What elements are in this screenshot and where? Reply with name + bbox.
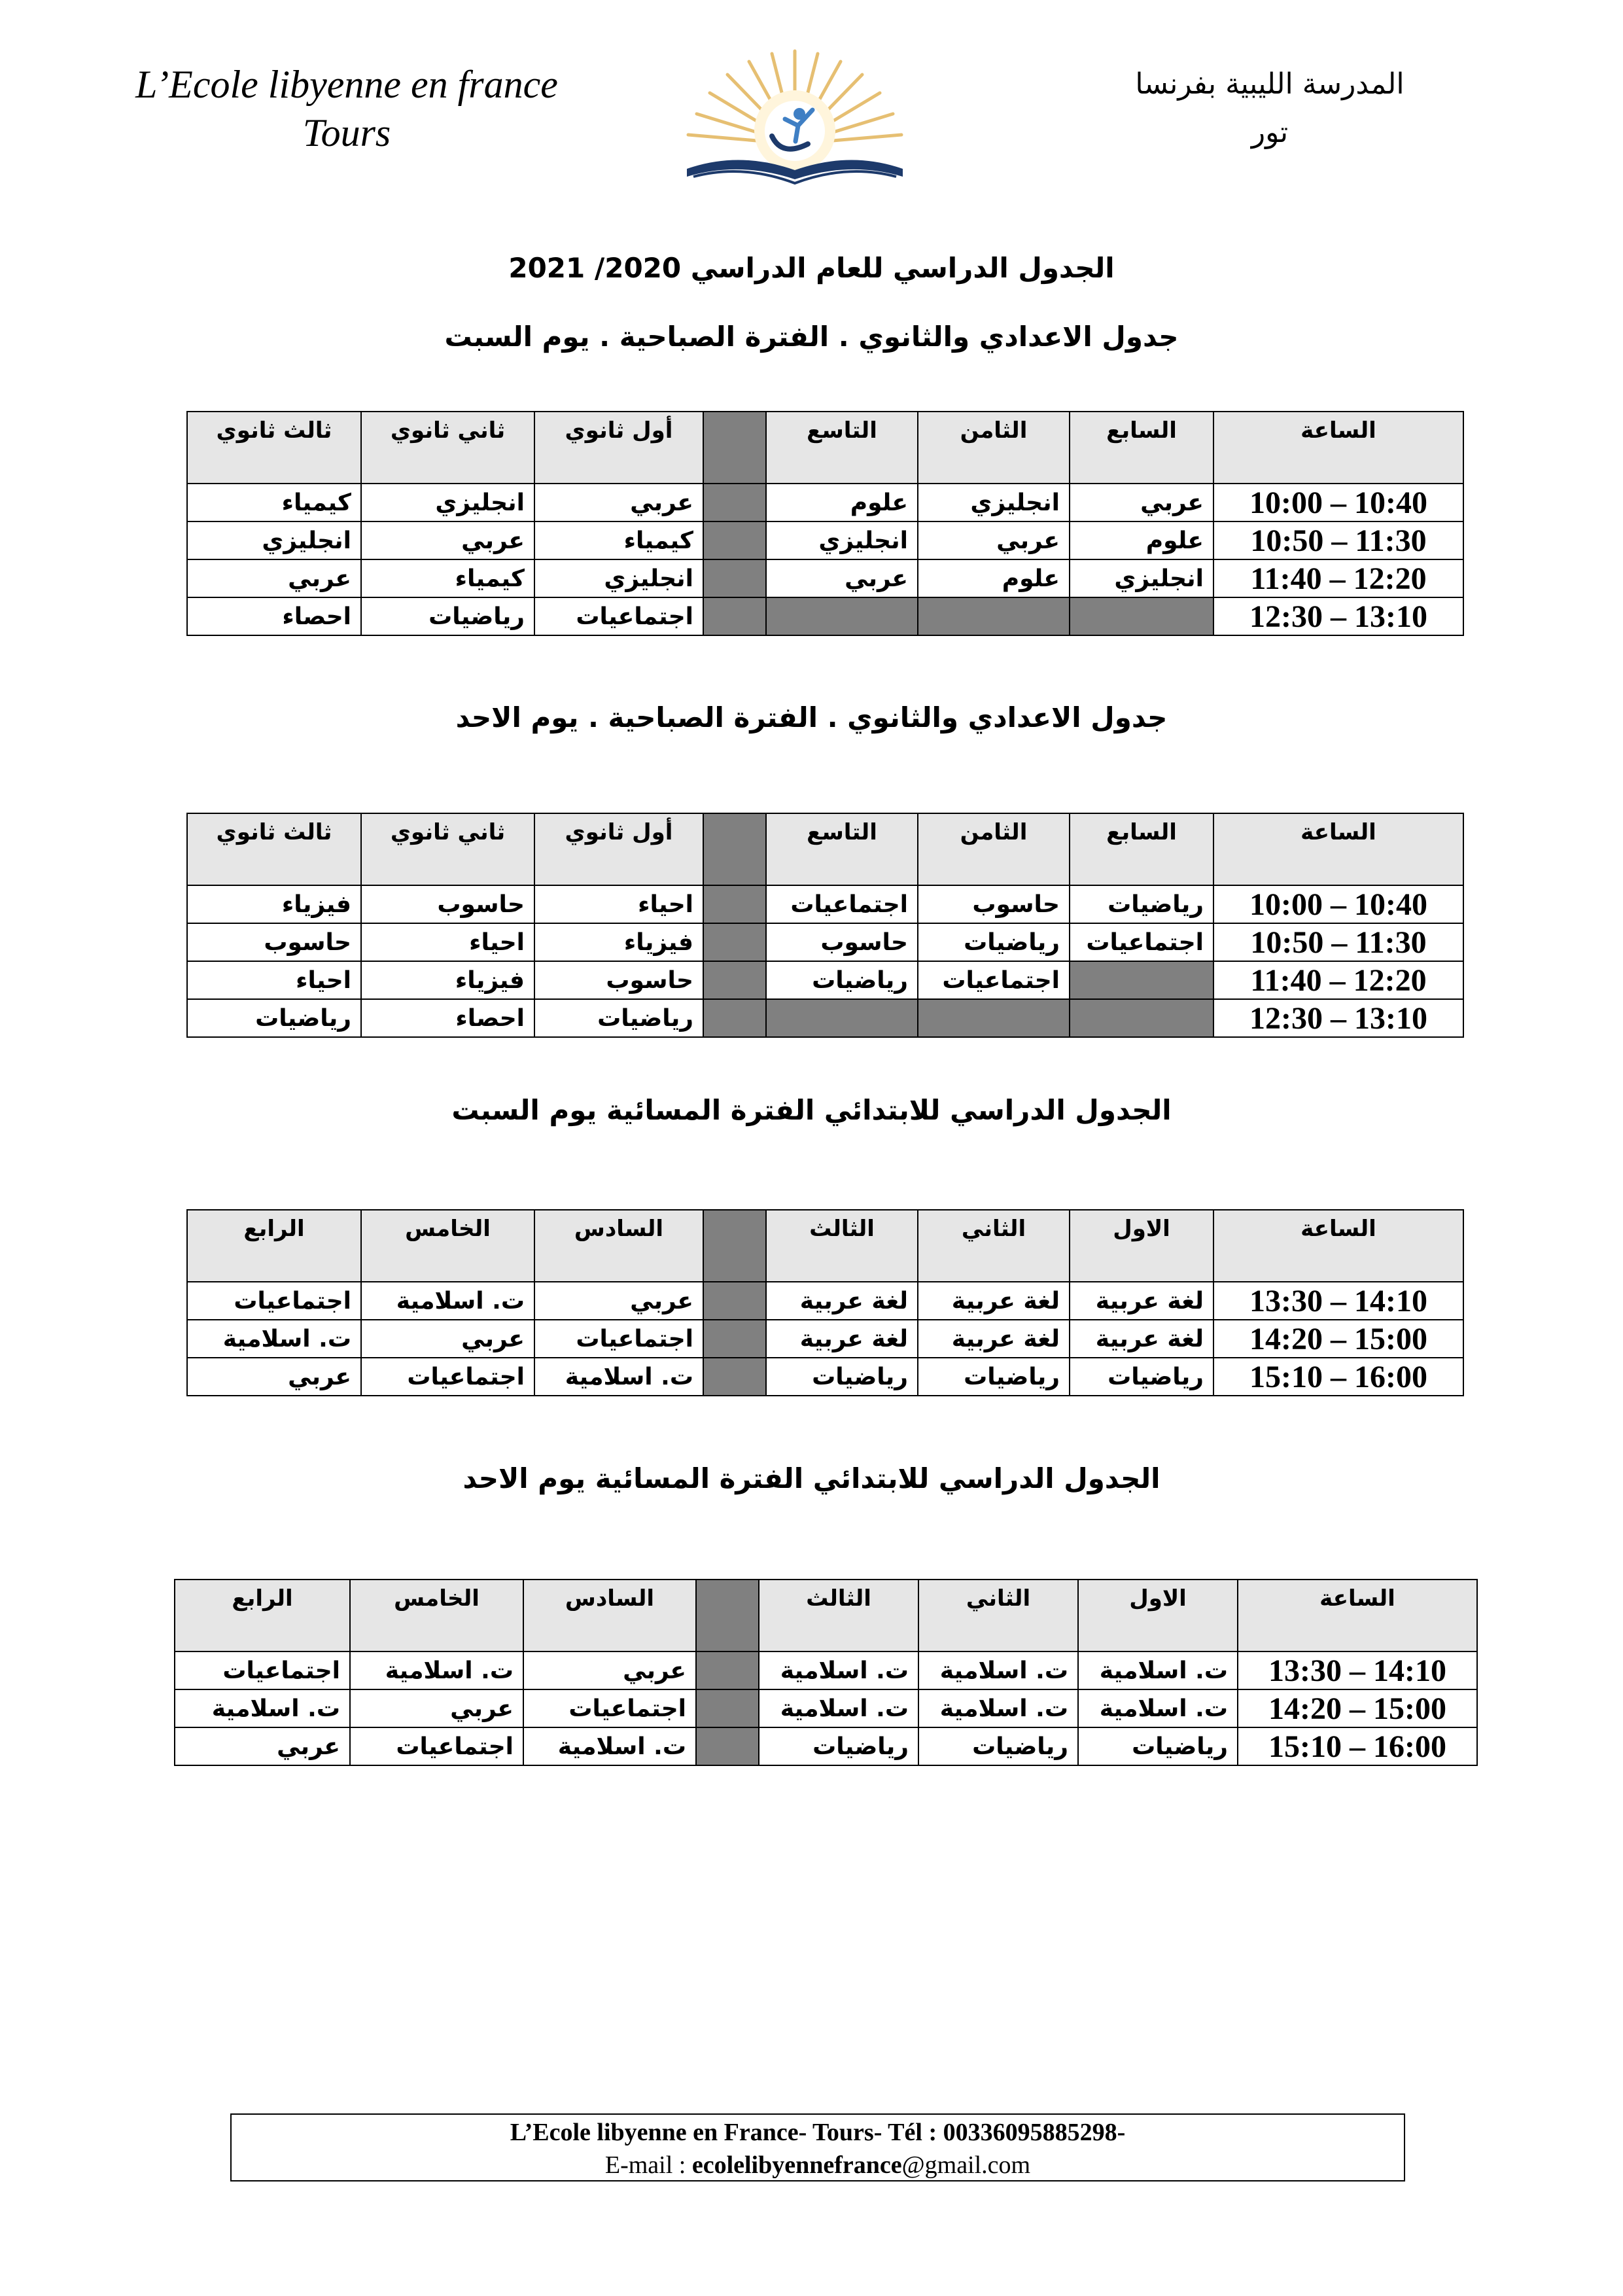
grade-header: ثاني ثانوي bbox=[361, 412, 534, 484]
subject-cell: علوم bbox=[766, 484, 918, 521]
time-cell: 10:50 – 11:30 bbox=[1213, 923, 1463, 961]
subject-cell: ت. اسلامية bbox=[759, 1651, 918, 1689]
subject-cell: اجتماعيات bbox=[534, 597, 703, 635]
table-row bbox=[187, 885, 1463, 923]
separator-cell bbox=[703, 961, 766, 999]
time-cell: 14:20 – 15:00 bbox=[1213, 1320, 1463, 1358]
header-row bbox=[175, 1580, 1477, 1651]
subject-cell: حاسوب bbox=[534, 961, 703, 999]
footer-email-label: E-mail : bbox=[604, 2151, 692, 2179]
subject-cell: رياضيات bbox=[534, 999, 703, 1037]
empty-slot bbox=[1070, 999, 1213, 1037]
grade-header: ثالث ثانوي bbox=[187, 412, 361, 484]
subject-cell: احياء bbox=[534, 885, 703, 923]
subject-cell: رياضيات bbox=[918, 1727, 1078, 1765]
subject-cell: اجتماعيات bbox=[187, 1282, 361, 1320]
subject-cell: ت. اسلامية bbox=[1078, 1689, 1238, 1727]
subject-cell: ت. اسلامية bbox=[1078, 1651, 1238, 1689]
separator-cell bbox=[703, 1210, 766, 1282]
grade-header: الاول bbox=[1078, 1580, 1238, 1651]
subject-cell: لغة عربية bbox=[1070, 1282, 1213, 1320]
table-row bbox=[187, 999, 1463, 1037]
schedule-table bbox=[186, 813, 1464, 1038]
subject-cell: فيزياء bbox=[187, 885, 361, 923]
subject-cell: رياضيات bbox=[918, 923, 1070, 961]
table-row bbox=[175, 1651, 1477, 1689]
subject-cell: عربي bbox=[534, 1282, 703, 1320]
school-logo bbox=[674, 46, 916, 196]
grade-header: السادس bbox=[523, 1580, 696, 1651]
time-cell: 12:30 – 13:10 bbox=[1213, 999, 1463, 1037]
subject-cell: انجليزي bbox=[1070, 559, 1213, 597]
subject-cell: ت. اسلامية bbox=[350, 1651, 523, 1689]
subject-cell: رياضيات bbox=[759, 1727, 918, 1765]
separator-cell bbox=[696, 1689, 759, 1727]
subject-cell: احياء bbox=[361, 923, 534, 961]
grade-header: الخامس bbox=[350, 1580, 523, 1651]
grade-header: الثالث bbox=[766, 1210, 918, 1282]
subject-cell: حاسوب bbox=[766, 923, 918, 961]
header-row bbox=[187, 412, 1463, 484]
subject-cell: لغة عربية bbox=[766, 1320, 918, 1358]
subject-cell: عربي bbox=[350, 1689, 523, 1727]
subject-cell: حاسوب bbox=[361, 885, 534, 923]
subject-cell: اجتماعيات bbox=[361, 1358, 534, 1396]
time-header: الساعة bbox=[1213, 412, 1463, 484]
grade-header: التاسع bbox=[766, 412, 918, 484]
subject-cell: ت. اسلامية bbox=[361, 1282, 534, 1320]
separator-cell bbox=[703, 813, 766, 885]
subject-cell: لغة عربية bbox=[918, 1320, 1070, 1358]
subject-cell: علوم bbox=[1070, 521, 1213, 559]
separator-cell bbox=[703, 1282, 766, 1320]
subject-cell: احياء bbox=[187, 961, 361, 999]
grade-header: السابع bbox=[1070, 813, 1213, 885]
header-row bbox=[187, 813, 1463, 885]
grade-header: السادس bbox=[534, 1210, 703, 1282]
subject-cell: عربي bbox=[534, 484, 703, 521]
subject-cell: عربي bbox=[918, 521, 1070, 559]
table-title: الجدول الدراسي للابتدائي الفترة المسائية يوم الاحد bbox=[462, 1462, 1161, 1494]
table-row bbox=[187, 923, 1463, 961]
time-cell: 10:50 – 11:30 bbox=[1213, 521, 1463, 559]
subject-cell: حاسوب bbox=[187, 923, 361, 961]
subject-cell: احصاء bbox=[361, 999, 534, 1037]
header-row bbox=[187, 1210, 1463, 1282]
subject-cell: انجليزي bbox=[534, 559, 703, 597]
table-row bbox=[187, 1358, 1463, 1396]
subject-cell: رياضيات bbox=[1070, 885, 1213, 923]
schedule-table bbox=[174, 1579, 1478, 1766]
time-cell: 13:30 – 14:10 bbox=[1238, 1651, 1477, 1689]
subject-cell: اجتماعيات bbox=[1070, 923, 1213, 961]
footer-contact bbox=[230, 2113, 1405, 2181]
grade-header: أول ثانوي bbox=[534, 412, 703, 484]
table-row bbox=[175, 1727, 1477, 1765]
grade-header: الخامس bbox=[361, 1210, 534, 1282]
time-cell: 15:10 – 16:00 bbox=[1213, 1358, 1463, 1396]
table-row bbox=[175, 1689, 1477, 1727]
time-cell: 12:30 – 13:10 bbox=[1213, 597, 1463, 635]
footer-email-user[interactable]: ecolelibyennefrance bbox=[691, 2151, 902, 2179]
subject-cell: احصاء bbox=[187, 597, 361, 635]
grade-header: الثاني bbox=[918, 1580, 1078, 1651]
separator-cell bbox=[703, 484, 766, 521]
subject-cell: حاسوب bbox=[918, 885, 1070, 923]
subject-cell: رياضيات bbox=[918, 1358, 1070, 1396]
grade-header: الثامن bbox=[918, 412, 1070, 484]
time-cell: 11:40 – 12:20 bbox=[1213, 961, 1463, 999]
grade-header: الرابع bbox=[187, 1210, 361, 1282]
subject-cell: ت. اسلامية bbox=[918, 1651, 1078, 1689]
schedule-table bbox=[186, 411, 1464, 636]
school-name-ar bbox=[1113, 60, 1427, 157]
separator-cell bbox=[703, 521, 766, 559]
table-row bbox=[187, 597, 1463, 635]
empty-slot bbox=[1070, 597, 1213, 635]
grade-header: ثالث ثانوي bbox=[187, 813, 361, 885]
subject-cell: رياضيات bbox=[1070, 1358, 1213, 1396]
subject-cell: علوم bbox=[918, 559, 1070, 597]
table-title: جدول الاعدادي والثانوي . الفترة الصباحية . يوم السبت bbox=[444, 321, 1179, 353]
subject-cell: رياضيات bbox=[1078, 1727, 1238, 1765]
time-header: الساعة bbox=[1213, 1210, 1463, 1282]
subject-cell: كيمياء bbox=[187, 484, 361, 521]
schedule-table bbox=[186, 1209, 1464, 1396]
subject-cell: رياضيات bbox=[361, 597, 534, 635]
subject-cell: ت. اسلامية bbox=[523, 1727, 696, 1765]
subject-cell: لغة عربية bbox=[918, 1282, 1070, 1320]
table-row bbox=[187, 484, 1463, 521]
time-cell: 13:30 – 14:10 bbox=[1213, 1282, 1463, 1320]
separator-cell bbox=[703, 412, 766, 484]
table-row bbox=[187, 559, 1463, 597]
subject-cell: ت. اسلامية bbox=[534, 1358, 703, 1396]
grade-header: الاول bbox=[1070, 1210, 1213, 1282]
subject-cell: عربي bbox=[1070, 484, 1213, 521]
school-name-fr-line1: L’Ecole libyenne en france bbox=[135, 63, 558, 106]
main-title: الجدول الدراسي للعام الدراسي 2020/ 2021 bbox=[508, 252, 1115, 284]
subject-cell: اجتماعيات bbox=[523, 1689, 696, 1727]
empty-slot bbox=[766, 999, 918, 1037]
subject-cell: رياضيات bbox=[766, 961, 918, 999]
subject-cell: ت. اسلامية bbox=[918, 1689, 1078, 1727]
subject-cell: اجتماعيات bbox=[918, 961, 1070, 999]
time-header: الساعة bbox=[1213, 813, 1463, 885]
subject-cell: كيمياء bbox=[534, 521, 703, 559]
table-row bbox=[187, 521, 1463, 559]
subject-cell: لغة عربية bbox=[766, 1282, 918, 1320]
subject-cell: عربي bbox=[361, 521, 534, 559]
footer-address: L’Ecole libyenne en France- Tours- Tél : 00336095885298- bbox=[510, 2119, 1126, 2146]
separator-cell bbox=[703, 1320, 766, 1358]
grade-header: الثامن bbox=[918, 813, 1070, 885]
subject-cell: عربي bbox=[187, 559, 361, 597]
subject-cell: انجليزي bbox=[187, 521, 361, 559]
empty-slot bbox=[918, 999, 1070, 1037]
subject-cell: كيمياء bbox=[361, 559, 534, 597]
subject-cell: ت. اسلامية bbox=[175, 1689, 350, 1727]
table-row bbox=[187, 1320, 1463, 1358]
grade-header: الثالث bbox=[759, 1580, 918, 1651]
school-city-ar: تور bbox=[1251, 116, 1289, 149]
subject-cell: رياضيات bbox=[766, 1358, 918, 1396]
subject-cell: اجتماعيات bbox=[534, 1320, 703, 1358]
subject-cell: انجليزي bbox=[361, 484, 534, 521]
grade-header: ثاني ثانوي bbox=[361, 813, 534, 885]
subject-cell: انجليزي bbox=[918, 484, 1070, 521]
separator-cell bbox=[703, 1358, 766, 1396]
empty-slot bbox=[918, 597, 1070, 635]
subject-cell: عربي bbox=[187, 1358, 361, 1396]
subject-cell: ت. اسلامية bbox=[187, 1320, 361, 1358]
empty-slot bbox=[766, 597, 918, 635]
subject-cell: فيزياء bbox=[361, 961, 534, 999]
table-title: جدول الاعدادي والثانوي . الفترة الصباحية . يوم الاحد bbox=[455, 701, 1168, 733]
subject-cell: عربي bbox=[175, 1727, 350, 1765]
subject-cell: لغة عربية bbox=[1070, 1320, 1213, 1358]
school-name-ar-line1: المدرسة الليبية بفرنسا bbox=[1135, 67, 1405, 101]
time-header: الساعة bbox=[1238, 1580, 1477, 1651]
time-cell: 10:00 – 10:40 bbox=[1213, 484, 1463, 521]
subject-cell: عربي bbox=[523, 1651, 696, 1689]
table-row bbox=[187, 1282, 1463, 1320]
subject-cell: عربي bbox=[766, 559, 918, 597]
subject-cell: رياضيات bbox=[187, 999, 361, 1037]
school-city-fr: Tours bbox=[302, 111, 391, 154]
time-cell: 15:10 – 16:00 bbox=[1238, 1727, 1477, 1765]
subject-cell: اجتماعيات bbox=[766, 885, 918, 923]
separator-cell bbox=[696, 1580, 759, 1651]
separator-cell bbox=[696, 1727, 759, 1765]
time-cell: 11:40 – 12:20 bbox=[1213, 559, 1463, 597]
separator-cell bbox=[703, 923, 766, 961]
separator-cell bbox=[703, 885, 766, 923]
table-row bbox=[187, 961, 1463, 999]
empty-slot bbox=[1070, 961, 1213, 999]
separator-cell bbox=[696, 1651, 759, 1689]
time-cell: 14:20 – 15:00 bbox=[1238, 1689, 1477, 1727]
grade-header: السابع bbox=[1070, 412, 1213, 484]
table-title: الجدول الدراسي للابتدائي الفترة المسائية يوم السبت bbox=[451, 1094, 1172, 1126]
footer-email-domain[interactable]: @gmail.com bbox=[901, 2151, 1031, 2179]
grade-header: الرابع bbox=[175, 1580, 350, 1651]
subject-cell: فيزياء bbox=[534, 923, 703, 961]
subject-cell: ت. اسلامية bbox=[759, 1689, 918, 1727]
subject-cell: عربي bbox=[361, 1320, 534, 1358]
grade-header: أول ثانوي bbox=[534, 813, 703, 885]
separator-cell bbox=[703, 999, 766, 1037]
subject-cell: اجتماعيات bbox=[175, 1651, 350, 1689]
grade-header: التاسع bbox=[766, 813, 918, 885]
separator-cell bbox=[703, 559, 766, 597]
subject-cell: اجتماعيات bbox=[350, 1727, 523, 1765]
school-name-fr bbox=[105, 60, 589, 157]
subject-cell: انجليزي bbox=[766, 521, 918, 559]
separator-cell bbox=[703, 597, 766, 635]
grade-header: الثاني bbox=[918, 1210, 1070, 1282]
time-cell: 10:00 – 10:40 bbox=[1213, 885, 1463, 923]
